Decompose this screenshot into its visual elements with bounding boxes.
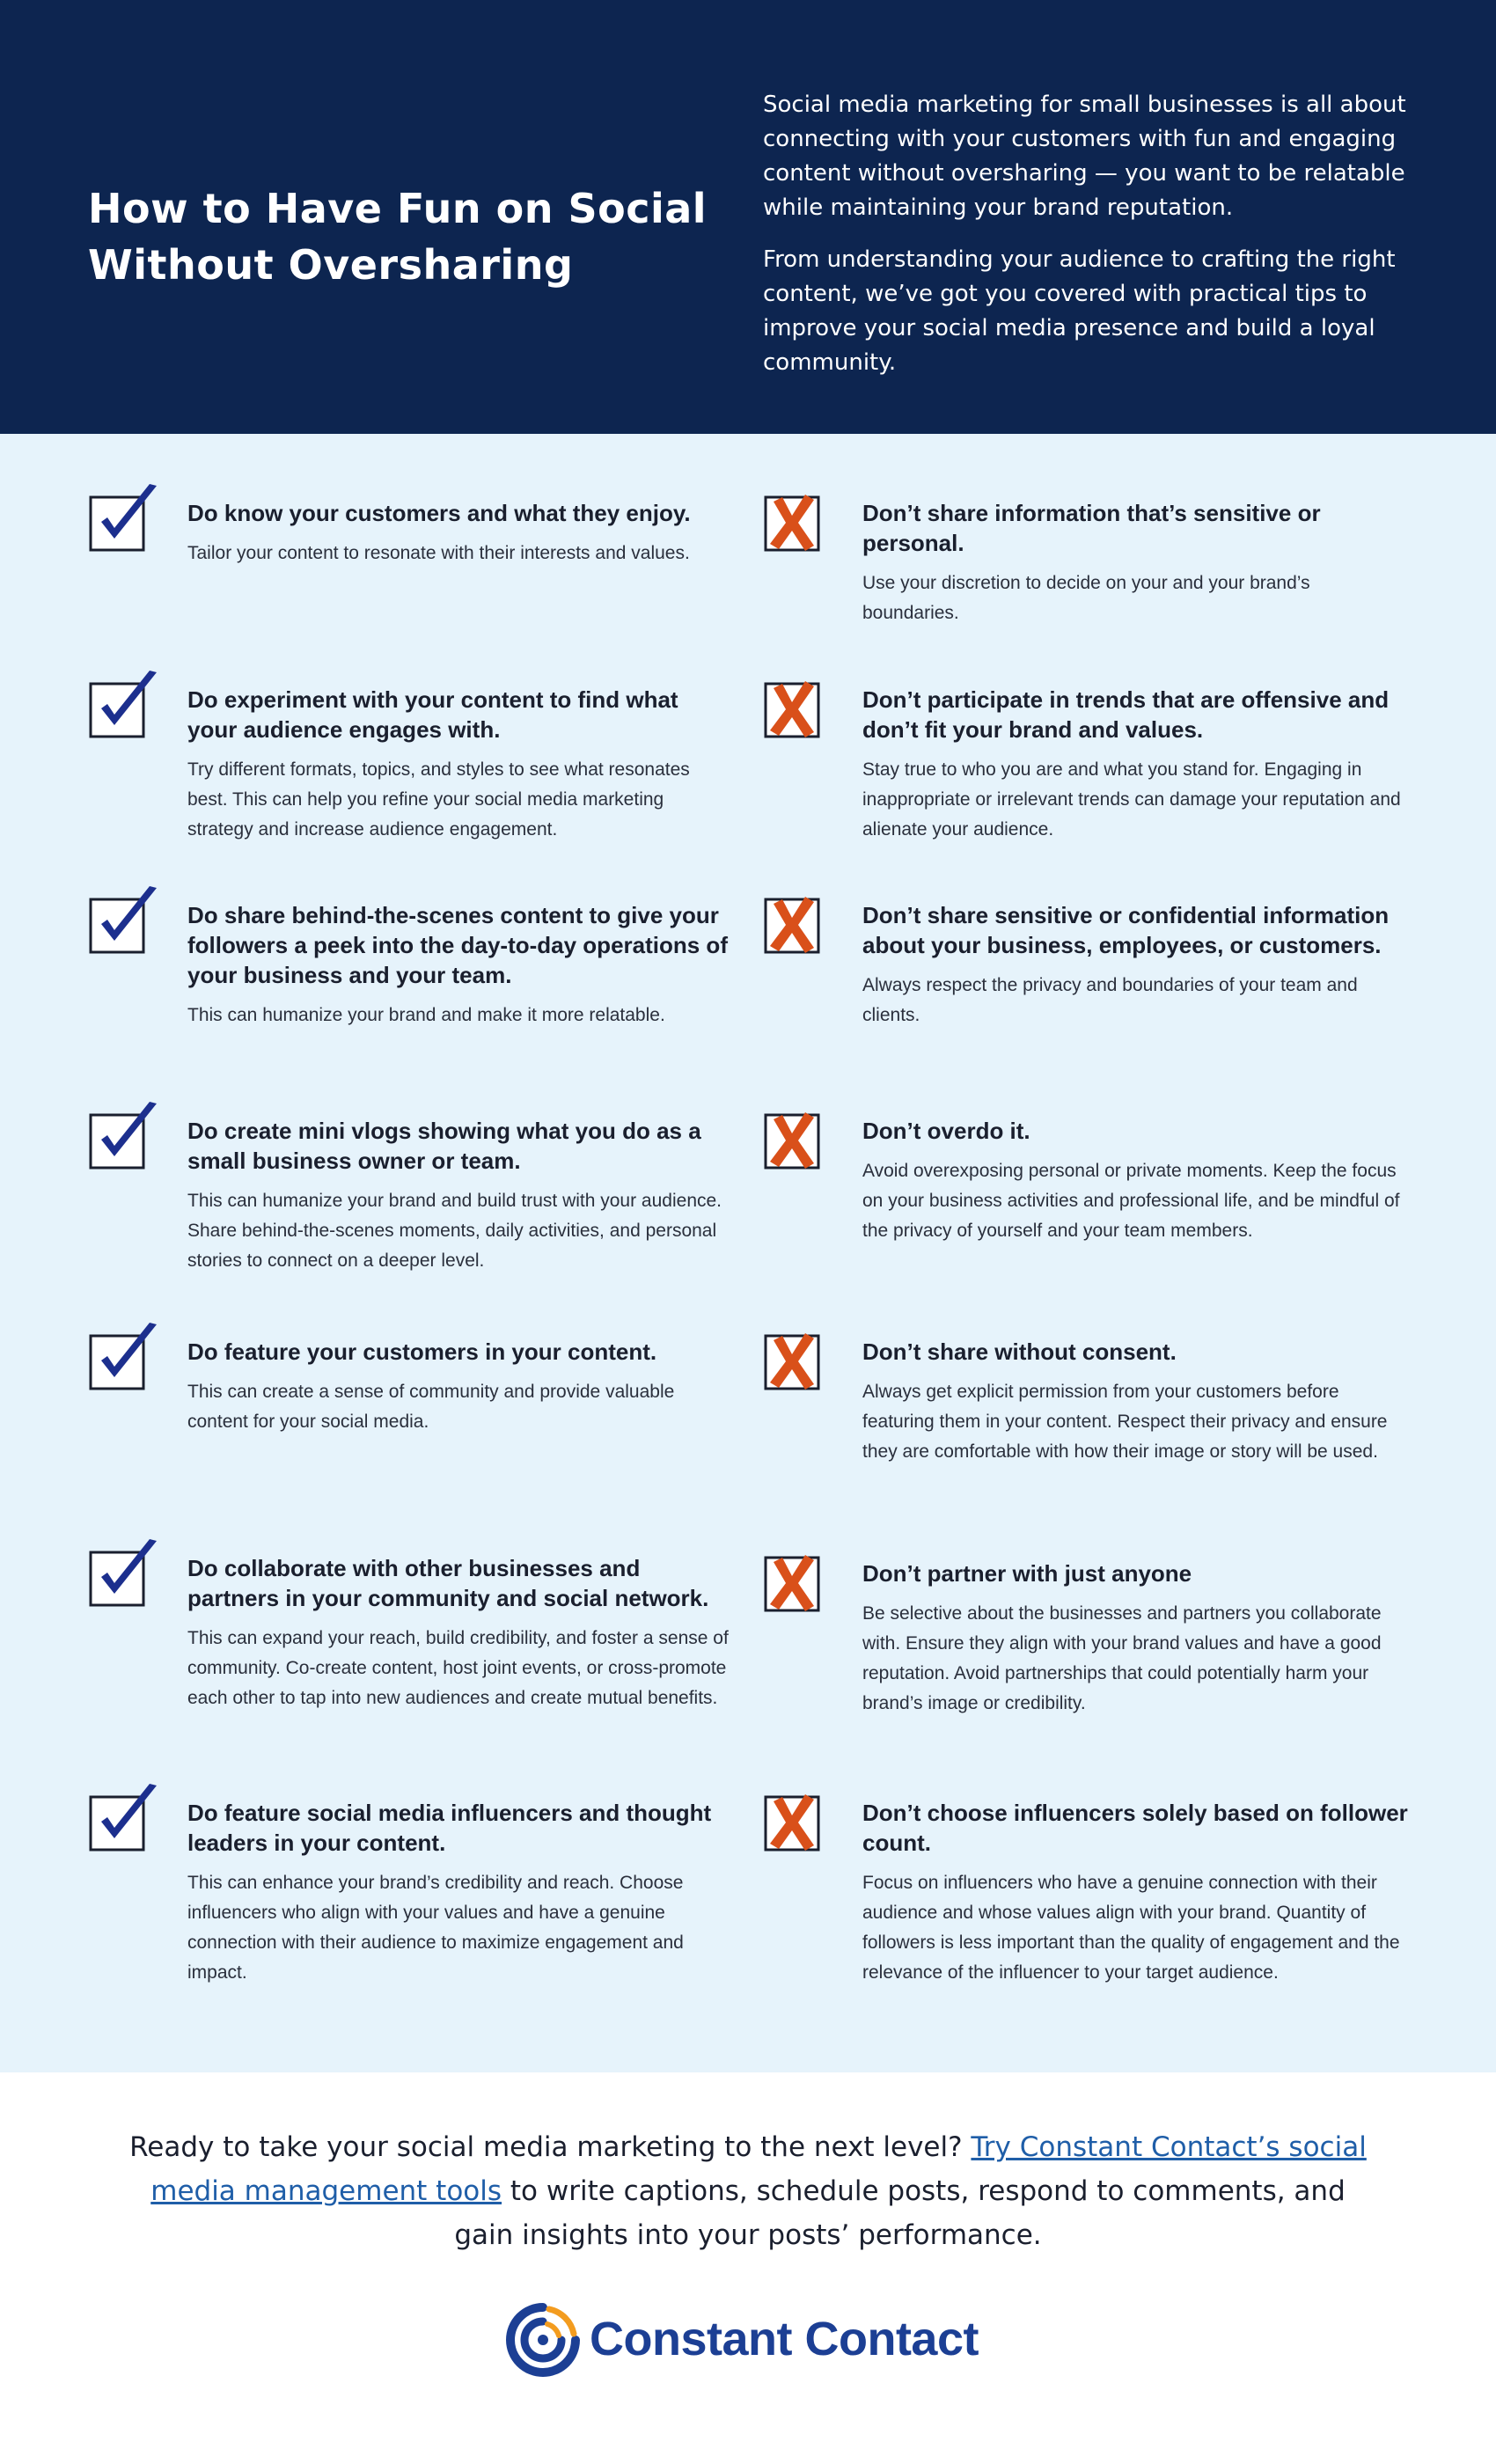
constant-contact-logo-icon [503,2300,583,2380]
checkmark-icon [88,1100,162,1174]
intro-paragraph-2: From understanding your audience to crafting the right content, we’ve got you covered with practical tips to improve your social media presence and build a loyal community. [763,246,1396,376]
dont-item-description: Be selective about the businesses and partners you collaborate with. Ensure they align with your brand values and have a good reputation. Avoid partnerships that could potentially harm your brand’s image or credibility. [862,1603,1382,1713]
x-mark-icon [763,669,837,743]
tips-section [0,434,1496,2072]
dont-item-title: Don’t participate in trends that are offensive and don’t fit your brand and values. [862,686,1390,743]
brand-name: Constant Contact [590,2313,979,2365]
header-banner [0,0,1496,434]
dont-item-description: Use your discretion to decide on your and your brand’s boundaries. [862,573,1310,623]
do-item-title: Do feature your customers in your content. [187,1338,657,1365]
dont-item-title: Don’t partner with just anyone [862,1560,1192,1587]
page-title-line-2: Without Oversharing [88,241,574,289]
x-mark-icon [763,1321,837,1395]
social-media-tools-link[interactable]: Try Constant Contact’s social media management tools [150,2131,1367,2207]
dont-item-title: Don’t choose influencers solely based on follower count. [862,1800,1408,1856]
checkmark-icon [88,1321,162,1395]
cta-text-before: Ready to take your social media marketing to the next level? [129,2131,972,2163]
do-item-description: Try different formats, topics, and styles to see what resonates best. This can help you refine your social media marketing strategy and increase audience engagement. [187,759,690,840]
page-title [88,180,722,293]
do-item-title: Do create mini vlogs showing what you do as a small business owner or team. [187,1118,701,1174]
do-item-description: This can expand your reach, build credibility, and foster a sense of community. Co-create content, host joint events, or cross-promote each other to tap into new audiences and create mutual benefits. [187,1628,729,1708]
dont-item-description: Avoid overexposing personal or private moments. Keep the focus on your business activities and professional life, and be mindful of the privacy of yourself and your team members. [862,1161,1400,1241]
x-mark-icon [763,1100,837,1174]
x-mark-icon [763,1543,837,1617]
dont-item-description: Stay true to who you are and what you stand for. Engaging in inappropriate or irrelevant trends can damage your reputation and alienate your audience. [862,759,1401,840]
checkmark-icon [88,482,162,556]
dont-item-description: Always respect the privacy and boundaries of your team and clients. [862,975,1358,1025]
checkmark-icon [88,1537,162,1611]
do-item-description: This can create a sense of community and provide valuable content for your social media. [187,1382,675,1432]
footer-cta [123,2125,1373,2257]
do-item-description: This can humanize your brand and build trust with your audience. Share behind-the-scenes moments, daily activities, and personal stories to connect on a deeper level. [187,1191,722,1271]
page-title-line-1: How to Have Fun on Social [88,185,708,232]
dont-item-title: Don’t overdo it. [862,1118,1030,1144]
brand-logo [503,2300,996,2380]
intro-text [763,88,1414,398]
dont-item-description: Always get explicit permission from your customers before featuring them in your content. Respect their privacy and ensure they are comfortable with how their image or story will be used. [862,1382,1388,1462]
do-item-title: Do know your customers and what they enjoy. [187,500,691,526]
dont-item-title: Don’t share without consent. [862,1338,1177,1365]
do-item-description: This can humanize your brand and make it more relatable. [187,1005,665,1025]
do-item-title: Do feature social media influencers and thought leaders in your content. [187,1800,712,1856]
intro-paragraph-1: Social media marketing for small businesses is all about connecting with your customers with fun and engaging content without oversharing — you want to be relatable while maintaining your brand reputation. [763,92,1406,221]
x-mark-icon [763,1782,837,1856]
dont-item-title: Don’t share information that’s sensitive or personal. [862,500,1321,556]
cta-text-after: to write captions, schedule posts, respond to comments, and gain insights into your posts’ performance. [454,2175,1346,2251]
do-item-description: This can enhance your brand’s credibility and reach. Choose influencers who align with your values and have a genuine connection with their audience to maximize engagement and impact. [187,1873,684,1983]
do-item-description: Tailor your content to resonate with their interests and values. [187,543,690,563]
checkmark-icon [88,884,162,958]
checkmark-icon [88,669,162,743]
do-item-title: Do experiment with your content to find what your audience engages with. [187,686,678,743]
dont-item-title: Don’t share sensitive or confidential information about your business, employees, or customers. [862,902,1390,958]
dont-item-description: Focus on influencers who have a genuine connection with their audience and whose values align with your brand. Quantity of followers is less important than the quality of engagement and the relevance of the influencer to your target audience. [862,1873,1400,1983]
do-item-title: Do collaborate with other businesses and partners in your community and social network. [187,1555,709,1611]
x-mark-icon [763,884,837,958]
x-mark-icon [763,482,837,556]
do-item-title: Do share behind-the-scenes content to give your followers a peek into the day-to-day operations of your business and your team. [187,902,728,988]
checkmark-icon [88,1782,162,1856]
